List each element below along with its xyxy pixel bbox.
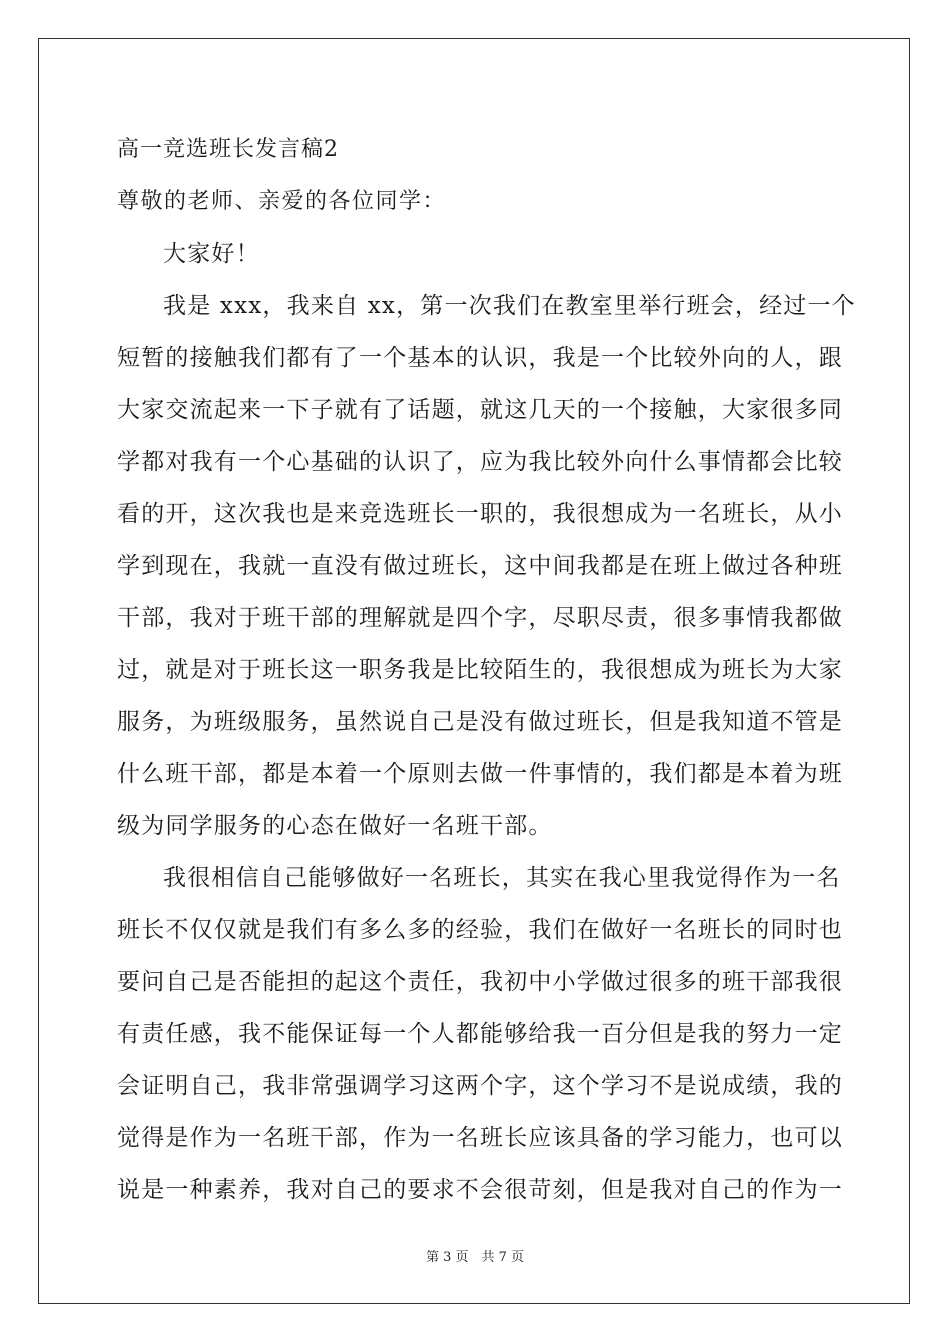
paragraph-line: 什么班干部，都是本着一个原则去做一件事情的，我们都是本着为班	[117, 761, 843, 787]
salutation: 尊敬的老师、亲爱的各位同学：	[117, 189, 447, 214]
document-title: 高一竞选班长发言稿2	[117, 137, 339, 162]
paragraph-2	[117, 852, 843, 1216]
paragraph-line: 有责任感，我不能保证每一个人都能够给我一百分但是我的努力一定	[117, 1021, 843, 1047]
paragraph-line: 学都对我有一个心基础的认识了，应为我比较外向什么事情都会比较	[117, 449, 843, 475]
paragraph-line: 觉得是作为一名班干部，作为一名班长应该具备的学习能力，也可以	[117, 1125, 843, 1151]
document-body	[117, 124, 856, 1216]
paragraph-line: 我是 xxx，我来自 xx，第一次我们在教室里举行班会，经过一个	[163, 293, 856, 319]
paragraph-line: 学到现在，我就一直没有做过班长，这中间我都是在班上做过各种班	[117, 553, 843, 579]
paragraph-line: 班长不仅仅就是我们有多么多的经验，我们在做好一名班长的同时也	[117, 917, 843, 943]
paragraph-line: 过，就是对于班长这一职务我是比较陌生的，我很想成为班长为大家	[117, 657, 843, 683]
greeting: 大家好！	[163, 241, 260, 267]
paragraph-line: 要问自己是否能担的起这个责任，我初中小学做过很多的班干部我很	[117, 969, 843, 995]
paragraph-line: 说是一种素养，我对自己的要求不会很苛刻，但是我对自己的作为一	[117, 1177, 843, 1203]
paragraph-line: 看的开，这次我也是来竞选班长一职的，我很想成为一名班长，从小	[117, 501, 843, 527]
paragraph-line: 会证明自己，我非常强调学习这两个字，这个学习不是说成绩，我的	[117, 1073, 843, 1099]
page-number-footer: 第 3 页 共 7 页	[425, 1250, 525, 1265]
paragraph-line: 我很相信自己能够做好一名班长，其实在我心里我觉得作为一名	[163, 865, 841, 891]
paragraph-line: 级为同学服务的心态在做好一名班干部。	[117, 813, 553, 839]
paragraph-line: 服务，为班级服务，虽然说自己是没有做过班长，但是我知道不管是	[117, 709, 843, 735]
paragraph-line: 大家交流起来一下子就有了话题，就这几天的一个接触，大家很多同	[117, 397, 843, 423]
paragraph-1	[117, 280, 856, 852]
paragraph-line: 短暂的接触我们都有了一个基本的认识，我是一个比较外向的人，跟	[117, 345, 843, 371]
paragraph-line: 干部，我对于班干部的理解就是四个字，尽职尽责，很多事情我都做	[117, 605, 843, 631]
